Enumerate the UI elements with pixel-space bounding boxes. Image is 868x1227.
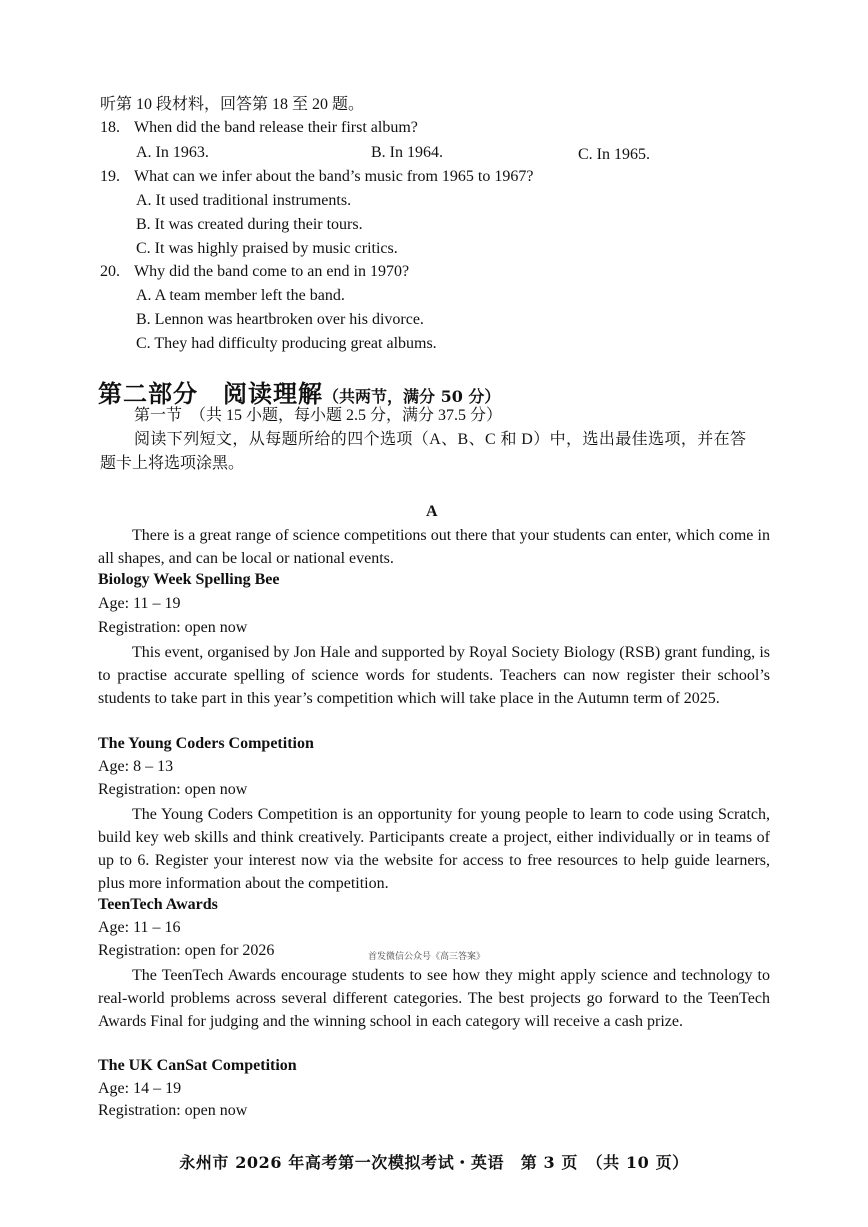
answer-option: C. In 1965.: [578, 146, 650, 163]
instructions-line-1: 阅读下列短文，从每题所给的四个选项（A、B、C 和 D）中，选出最佳选项，并在答: [134, 431, 747, 448]
passage-label: A: [426, 503, 438, 520]
competition-registration: Registration: open now: [98, 781, 248, 798]
answer-option: A. It used traditional instruments.: [136, 192, 352, 209]
competition-registration: Registration: open now: [98, 1102, 248, 1119]
listening-intro: 听第 10 段材料，回答第 18 至 20 题。: [100, 96, 365, 113]
competition-registration: Registration: open for 2026: [98, 942, 275, 959]
competition-age: Age: 11 – 19: [98, 595, 181, 612]
passage-intro: There is a great range of science competitions out there that your students can enter, which come in all shapes, and can be local or national events.: [98, 527, 770, 567]
competition-name: Biology Week Spelling Bee: [98, 571, 280, 588]
competition-name: The UK CanSat Competition: [98, 1057, 297, 1074]
answer-option: B. Lennon was heartbroken over his divorce.: [136, 311, 424, 328]
part-title: [98, 374, 500, 409]
competition-description: This event, organised by Jon Hale and supported by Royal Society Biology (RSB) grant funding, is to practise accurate spelling of science words for students. Teachers can now register their school’s students to take part in this year’s competition which will take place in the Autumn term of 2025.: [98, 644, 770, 707]
section-heading: 第一节 （共 15 小题，每小题 2.5 分，满分 37.5 分）: [134, 407, 503, 424]
competition-registration: Registration: open now: [98, 619, 248, 636]
part-title-main: 第二部分 阅读理解: [98, 379, 323, 408]
answer-option: A. A team member left the band.: [136, 287, 345, 304]
competition-name: The Young Coders Competition: [98, 735, 314, 752]
question-text: Why did the band come to an end in 1970?: [134, 263, 410, 280]
page-footer: 永州市 2026 年高考第一次模拟考试・英语 第 3 页 （共 10 页）: [179, 1153, 689, 1172]
competition-description: The Young Coders Competition is an opportunity for young people to learn to code using Scratch, build key web skills and think creatively. Participants create a project, either individually or in teams of up to 6. Register your interest now via the website for access to free resources to help guide learners, plus more information about the competition.: [98, 806, 770, 892]
answer-option: C. They had difficulty producing great albums.: [136, 335, 437, 352]
question-text: When did the band release their first album?: [134, 119, 418, 136]
instructions-line-2: 题卡上将选项涂黑。: [100, 455, 245, 472]
question-number: 19.: [100, 168, 120, 185]
competition-description: The TeenTech Awards encourage students to see how they might apply science and technology to real-world problems across several different categories. The best projects go forward to the TeenTech Awards Final for judging and the winning school in each category will receive a cash prize.: [98, 967, 770, 1030]
answer-option: C. It was highly praised by music critics.: [136, 240, 398, 257]
question-number: 20.: [100, 263, 120, 280]
answer-option: A. In 1963.: [136, 144, 209, 161]
part-title-note: （共两节，满分 50 分）: [323, 387, 501, 406]
question-number: 18.: [100, 119, 120, 136]
competition-age: Age: 8 – 13: [98, 758, 174, 775]
answer-option: B. In 1964.: [371, 144, 443, 161]
competition-name: TeenTech Awards: [98, 896, 218, 913]
competition-age: Age: 14 – 19: [98, 1080, 182, 1097]
question-text: What can we infer about the band’s music from 1965 to 1967?: [134, 168, 534, 185]
answer-option: B. It was created during their tours.: [136, 216, 363, 233]
watermark-text: 首发微信公众号《高三答案》: [368, 952, 486, 962]
competition-age: Age: 11 – 16: [98, 919, 181, 936]
